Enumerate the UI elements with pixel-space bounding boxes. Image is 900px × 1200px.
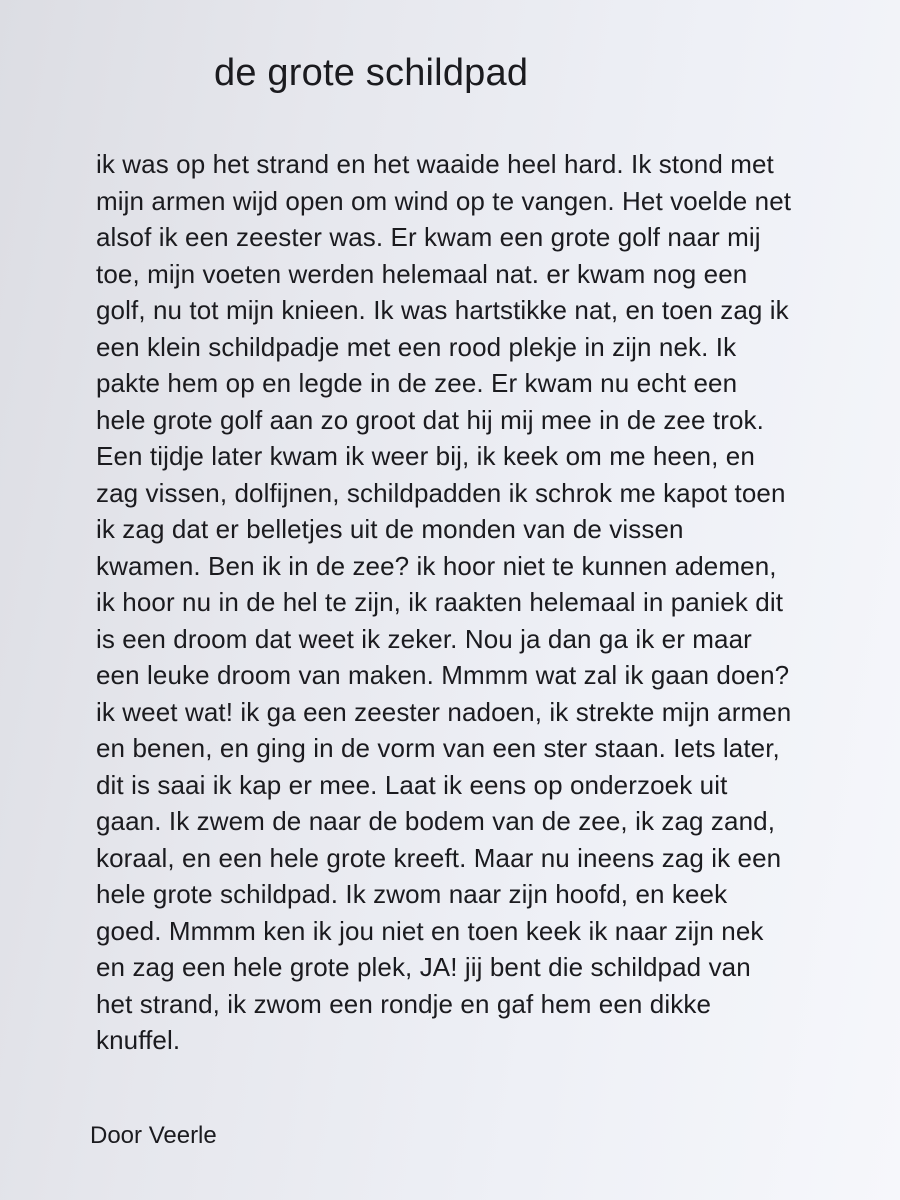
story-line: kwamen. Ben ik in de zee? ik hoor niet te kunnen ademen, — [96, 550, 777, 581]
story-line: ik weet wat! ik ga een zeester nadoen, ik strekte mijn armen — [96, 696, 792, 727]
story-body — [96, 146, 856, 1059]
story-line: en benen, en ging in de vorm van een ster staan. Iets later, — [96, 733, 780, 763]
story-line: ik hoor nu in de hel te zijn, ik raakten helemaal in paniek dit — [96, 587, 784, 617]
story-line: het strand, ik zwom een rondje en gaf hem een dikke — [96, 988, 712, 1019]
story-line: alsof ik een zeester was. Er kwam een grote golf naar mij — [96, 222, 761, 252]
story-line: toe, mijn voeten werden helemaal nat. er kwam nog een — [96, 258, 748, 289]
story-line: hele grote golf aan zo groot dat hij mij mee in de zee trok. — [96, 404, 764, 435]
story-line: golf, nu tot mijn knieen. Ik was hartstikke nat, en toen zag ik — [96, 295, 789, 325]
story-line: pakte hem op en legde in de zee. Er kwam nu echt een — [96, 368, 738, 398]
story-line: zag vissen, dolfijnen, schildpadden ik schrok me kapot toen — [96, 477, 786, 508]
story-line: Een tijdje later kwam ik weer bij, ik keek om me heen, en — [96, 441, 755, 471]
story-line: gaan. Ik zwem de naar de bodem van de zee, ik zag zand, — [96, 806, 776, 836]
story-line: mijn armen wijd open om wind op te vangen. Het voelde net — [96, 185, 792, 216]
story-line: goed. Mmmm ken ik jou niet en toen keek ik naar zijn nek — [96, 915, 764, 946]
story-line: is een droom dat weet ik zeker. Nou ja dan ga ik er maar — [96, 623, 752, 654]
story-line: hele grote schildpad. Ik zwom naar zijn hoofd, en keek — [96, 879, 728, 909]
story-line: een klein schildpadje met een rood plekje in zijn nek. Ik — [96, 331, 737, 362]
story-line: dit is saai ik kap er mee. Laat ik eens op onderzoek uit — [96, 769, 728, 800]
story-line: knuffel. — [96, 1025, 181, 1055]
story-line: een leuke droom van maken. Mmmm wat zal ik gaan doen? — [96, 660, 790, 690]
story-line: en zag een hele grote plek, JA! jij bent die schildpad van — [96, 952, 751, 982]
story-line: ik was op het strand en het waaide heel hard. Ik stond met — [96, 149, 774, 179]
story-line: koraal, en een hele grote kreeft. Maar nu ineens zag ik een — [96, 842, 782, 873]
author-signature: Door Veerle — [90, 1122, 217, 1149]
story-line: ik zag dat er belletjes uit de monden van de vissen — [96, 514, 684, 544]
story-title: de grote schildpad — [214, 52, 529, 94]
